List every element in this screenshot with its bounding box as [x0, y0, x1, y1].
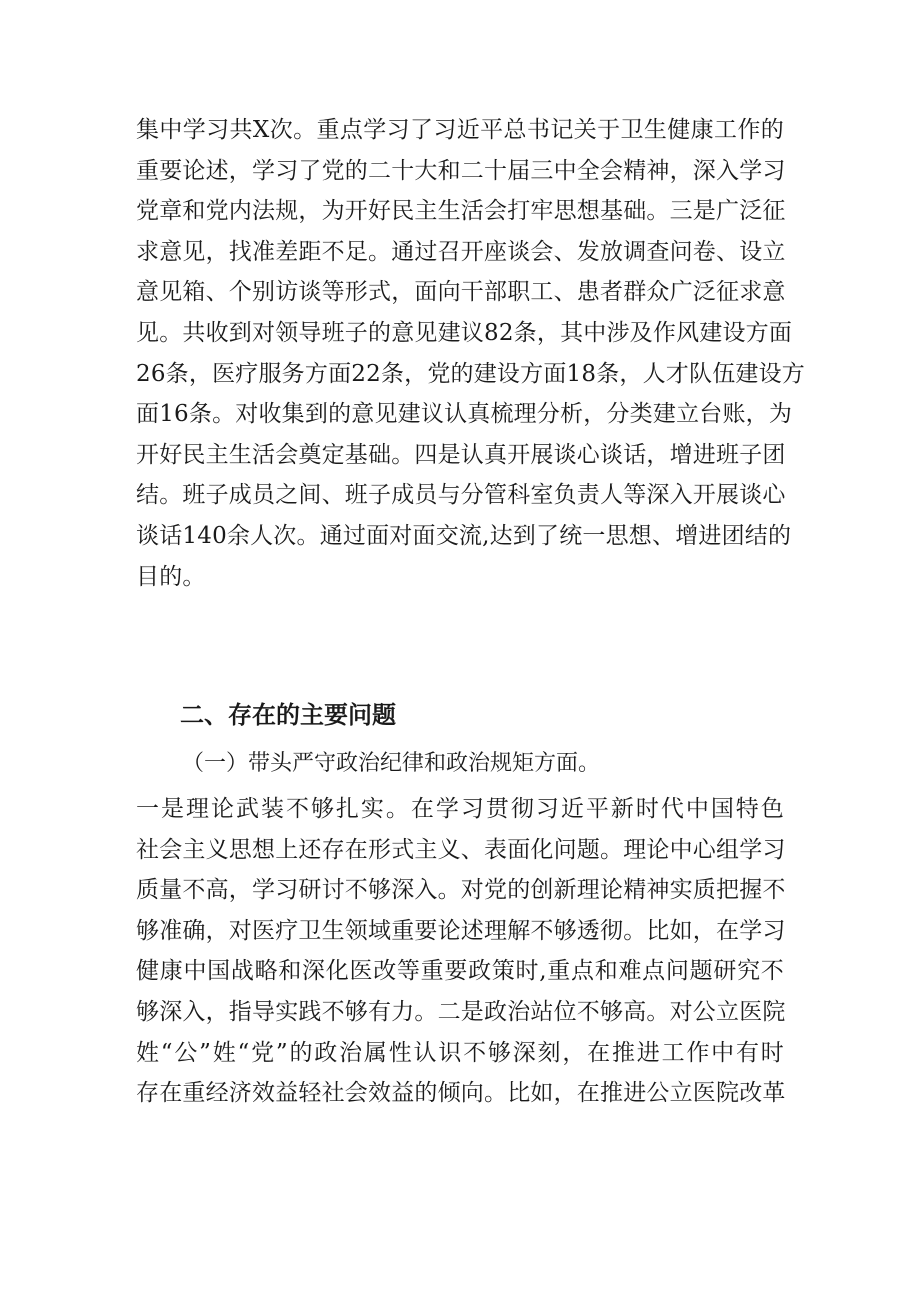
text-line: 26条，医疗服务方面22条，党的建设方面18条，人才队伍建设方	[136, 360, 805, 387]
text-line: 意见箱、个别访谈等形式，面向干部职工、患者群众广泛征求意	[136, 279, 786, 306]
text-line: 社会主义思想上还存在形式主义、表面化问题。理论中心组学习	[136, 836, 786, 863]
body-paragraph-1	[136, 110, 805, 597]
text-line: 目的。	[136, 563, 206, 590]
text-line: 党章和党内法规，为开好民主生活会打牢思想基础。三是广泛征	[136, 198, 786, 225]
subsection-heading: （一）带头严守政治纪律和政治规矩方面。	[182, 751, 601, 776]
text-line: 结。班子成员之间、班子成员与分管科室负责人等深入开展谈心	[136, 482, 786, 509]
text-line: 开好民主生活会奠定基础。四是认真开展谈心谈话，增进班子团	[136, 441, 786, 468]
text-line: 够深入，指导实践不够有力。二是政治站位不够高。对公立医院	[136, 998, 786, 1025]
text-line: 集中学习共X次。重点学习了习近平总书记关于卫生健康工作的	[136, 117, 784, 143]
text-line: 求意见，找准差距不足。通过召开座谈会、发放调查问卷、设立	[136, 238, 786, 265]
text-line: 见。共收到对领导班子的意见建议82条，其中涉及作风建设方面	[136, 319, 793, 346]
text-line: 健康中国战略和深化医改等重要政策时,重点和难点问题研究不	[136, 958, 784, 985]
section-heading: 二、存在的主要问题	[180, 701, 396, 729]
text-line: 重要论述，学习了党的二十大和二十届三中全会精神，深入学习	[136, 157, 786, 184]
text-line: 一是理论武装不够扎实。在学习贯彻习近平新时代中国特色	[136, 796, 784, 822]
body-paragraph-2	[136, 789, 784, 1114]
text-line: 面16条。对收集到的意见建议认真梳理分析，分类建立台账，为	[136, 401, 793, 428]
text-line: 谈话140余人次。通过面对面交流,达到了统一思想、增进团结的	[136, 522, 792, 549]
text-line: 质量不高，学习研讨不够深入。对党的创新理论精神实质把握不	[136, 877, 786, 904]
text-line: 姓“公”姓“党”的政治属性认识不够深刻，在推进工作中有时	[136, 1039, 784, 1066]
text-line: 存在重经济效益轻社会效益的倾向。比如，在推进公立医院改革	[136, 1080, 786, 1107]
text-line: 够准确，对医疗卫生领域重要论述理解不够透彻。比如，在学习	[136, 917, 786, 944]
